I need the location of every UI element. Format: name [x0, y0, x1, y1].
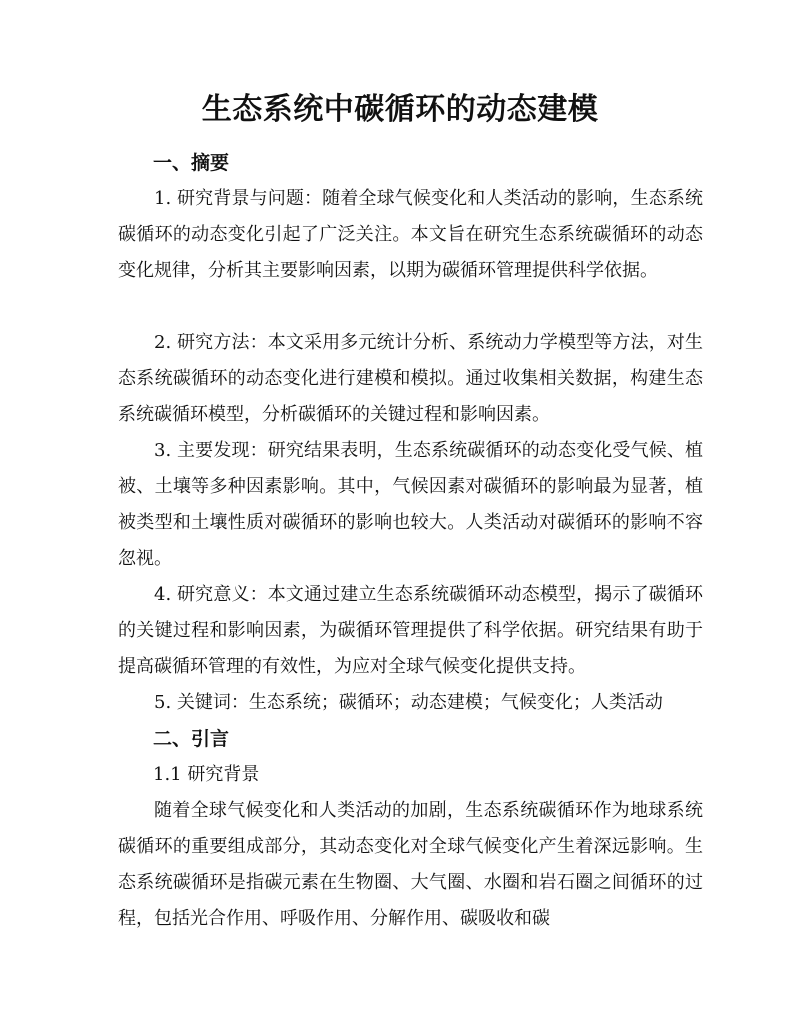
abstract-item-2: 2. 研究方法：本文采用多元统计分析、系统动力学模型等方法，对生态系统碳循环的动态变化进行建模和模拟。通过收集相关数据，构建生态系统碳循环模型，分析碳循环的关键过程和影响因素。: [118, 332, 703, 425]
abstract-item-5: 5. 关键词：生态系统；碳循环；动态建模；气候变化；人类活动: [154, 692, 663, 713]
abstract-item-4: 4. 研究意义：本文通过建立生态系统碳循环动态模型，揭示了碳循环的关键过程和影响因素，为碳循环管理提供了科学依据。研究结果有助于提高碳循环管理的有效性，为应对全球气候变化提供支持。: [118, 584, 703, 677]
abstract-item-1: 1. 研究背景与问题：随着全球气候变化和人类活动的影响，生态系统碳循环的动态变化引起了广泛关注。本文旨在研究生态系统碳循环的动态变化规律，分析其主要影响因素，以期为碳循环管理提供科学依据。: [118, 188, 703, 281]
section-heading-intro: 二、引言: [153, 728, 230, 750]
subsection-heading-background: 1.1 研究背景: [153, 764, 260, 785]
document-title: 生态系统中碳循环的动态建模: [201, 92, 599, 127]
abstract-item-3: 3. 主要发现：研究结果表明，生态系统碳循环的动态变化受气候、植被、土壤等多种因素影响。其中，气候因素对碳循环的影响最为显著，植被类型和土壤性质对碳循环的影响也较大。人类活动对碳循环的影响不容忽视。: [118, 440, 703, 569]
section-heading-abstract: 一、摘要: [153, 152, 230, 174]
intro-paragraph: 随着全球气候变化和人类活动的加剧，生态系统碳循环作为地球系统碳循环的重要组成部分，其动态变化对全球气候变化产生着深远影响。生态系统碳循环是指碳元素在生物圈、大气圈、水圈和岩石圈之间循环的过程，包括光合作用、呼吸作用、分解作用、碳吸收和碳: [118, 800, 703, 929]
